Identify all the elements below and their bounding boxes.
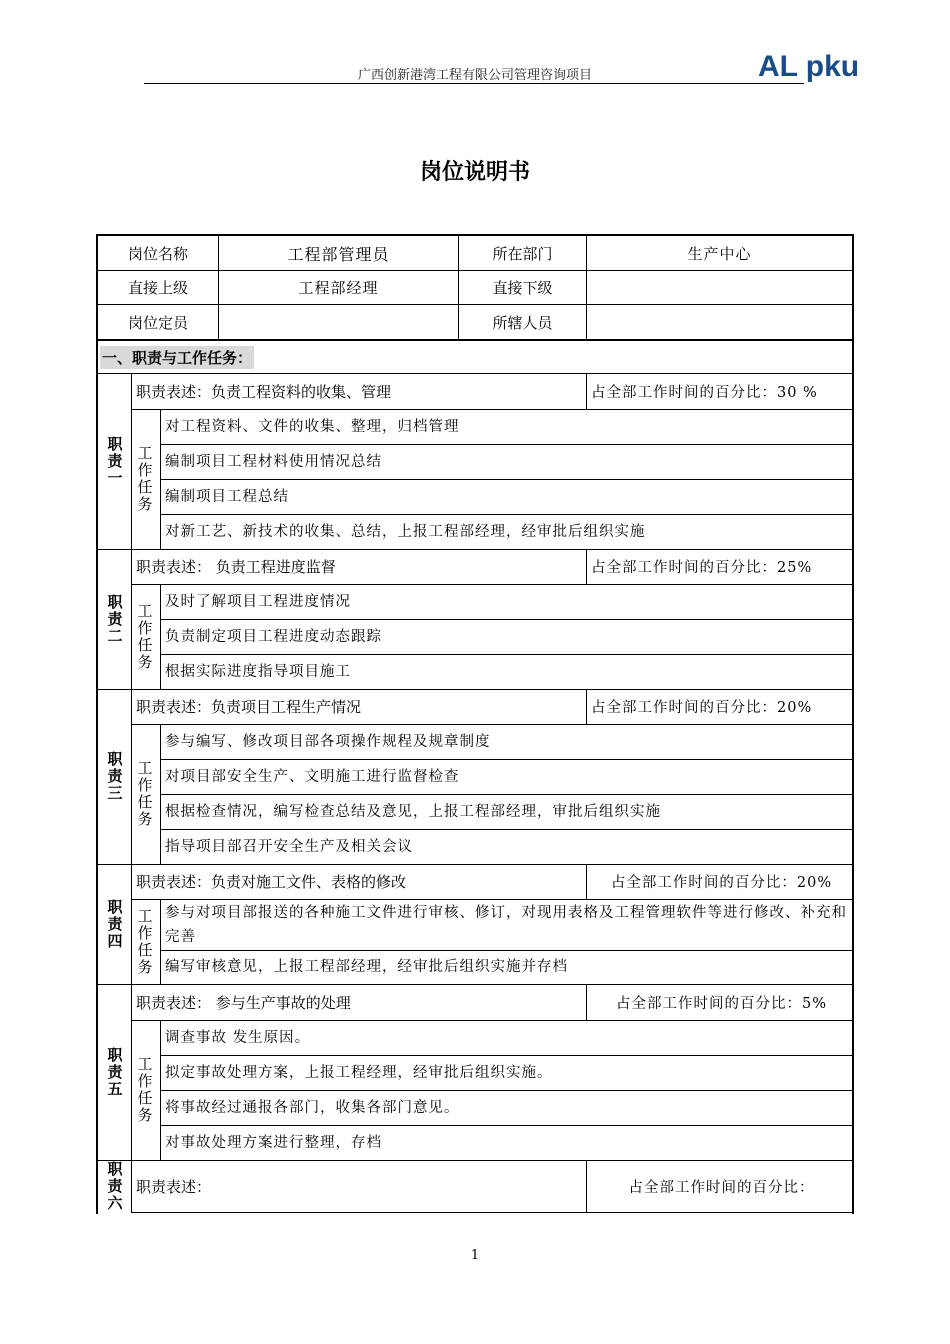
task-item: 根据检查情况，编写检查总结及意见，上报工程部经理，审批后组织实施	[165, 803, 661, 820]
label-subordinate: 直接下级	[492, 279, 553, 297]
duty-time-percentage: 占全部工作时间的百分比：	[628, 1179, 815, 1196]
duty-label: 职 责 四	[107, 897, 123, 950]
task-label: 工 作 任 务	[137, 759, 153, 828]
task-label: 工 作 任 务	[137, 906, 153, 976]
label-staff: 所辖人员	[492, 313, 553, 332]
duty-description: 职责表述：	[136, 1177, 212, 1196]
duty-label: 职 责 三	[107, 750, 123, 802]
task-item: 编写审核意见，上报工程部经理，经审批后组织实施并存档	[165, 959, 568, 975]
task-item: 编制项目工程材料使用情况总结	[165, 453, 382, 470]
page-title: 岗位说明书	[419, 160, 530, 185]
task-label: 工 作 任 务	[137, 601, 153, 671]
task-label: 工 作 任 务	[137, 1055, 153, 1124]
value-department: 生产中心	[687, 244, 752, 263]
task-item: 参与对项目部报送的各种施工文件进行审核、修订，对现用表格及工程管理软件等进行修改、补充和完善	[165, 904, 847, 945]
header-rule	[144, 83, 804, 84]
duty-time-percentage: 占全部工作时间的百分比：20%	[610, 875, 833, 891]
duty-description: 职责表述： 负责工程进度监督	[136, 558, 336, 576]
svg-text:AL pku: AL pku	[758, 50, 860, 82]
task-item: 拟定事故处理方案，上报工程经理，经审批后组织实施。	[165, 1064, 553, 1081]
label-department: 所在部门	[492, 244, 553, 263]
value-subordinate	[587, 271, 852, 304]
duty-time-percentage: 占全部工作时间的百分比：20%	[591, 700, 813, 716]
duty-description: 职责表述：负责工程资料的收集、管理	[136, 383, 392, 401]
task-item: 参与编写、修改项目部各项操作规程及规章制度	[165, 733, 491, 750]
alpku-logo	[758, 48, 870, 82]
duty-time-percentage: 占全部工作时间的百分比：5%	[615, 996, 827, 1012]
task-item: 将事故经过通报各部门，收集各部门意见。	[165, 1099, 460, 1116]
duty-label: 职 责 五	[107, 1046, 123, 1098]
task-item: 负责制定项目工程进度动态跟踪	[165, 628, 382, 645]
task-item: 对工程资料、文件的收集、整理，归档管理	[165, 418, 460, 435]
task-item: 根据实际进度指导项目施工	[165, 663, 351, 680]
task-item: 调查事故 发生原因。	[165, 1029, 311, 1046]
task-label: 工 作 任 务	[137, 444, 153, 513]
task-item: 及时了解项目工程进度情况	[165, 593, 351, 610]
value-superior: 工程部经理	[298, 279, 379, 297]
value-position-name: 工程部管理员	[287, 244, 390, 264]
duty-label: 职 责 一	[107, 435, 123, 487]
page-number: 1	[470, 1248, 480, 1263]
task-item: 编制项目工程总结	[165, 488, 289, 505]
value-quota	[219, 305, 458, 339]
task-item: 对事故处理方案进行整理，存档	[165, 1134, 382, 1151]
label-position-name: 岗位名称	[127, 244, 188, 263]
label-superior: 直接上级	[127, 279, 188, 297]
duty-time-percentage: 占全部工作时间的百分比：25%	[591, 560, 813, 576]
header-company: 广西创新港湾工程有限公司管理咨询项目	[357, 68, 592, 83]
duty-time-percentage: 占全部工作时间的百分比：30 %	[591, 385, 818, 401]
section-heading: 一、职责与工作任务：	[98, 341, 852, 373]
duty-description: 职责表述：负责对施工文件、表格的修改	[136, 873, 407, 891]
task-item: 对项目部安全生产、文明施工进行监督检查	[165, 768, 460, 785]
desc-line	[131, 1212, 852, 1213]
duty-label: 职 责 六	[107, 1159, 123, 1212]
duty-description: 职责表述： 参与生产事故的处理	[136, 994, 351, 1012]
duty-description: 职责表述：负责项目工程生产情况	[136, 698, 362, 716]
duty-label: 职 责 二	[107, 592, 123, 645]
task-item: 指导项目部召开安全生产及相关会议	[165, 838, 413, 855]
value-staff	[587, 305, 852, 339]
task-item: 对新工艺、新技术的收集、总结，上报工程部经理，经审批后组织实施	[165, 523, 646, 540]
label-quota: 岗位定员	[127, 313, 188, 332]
